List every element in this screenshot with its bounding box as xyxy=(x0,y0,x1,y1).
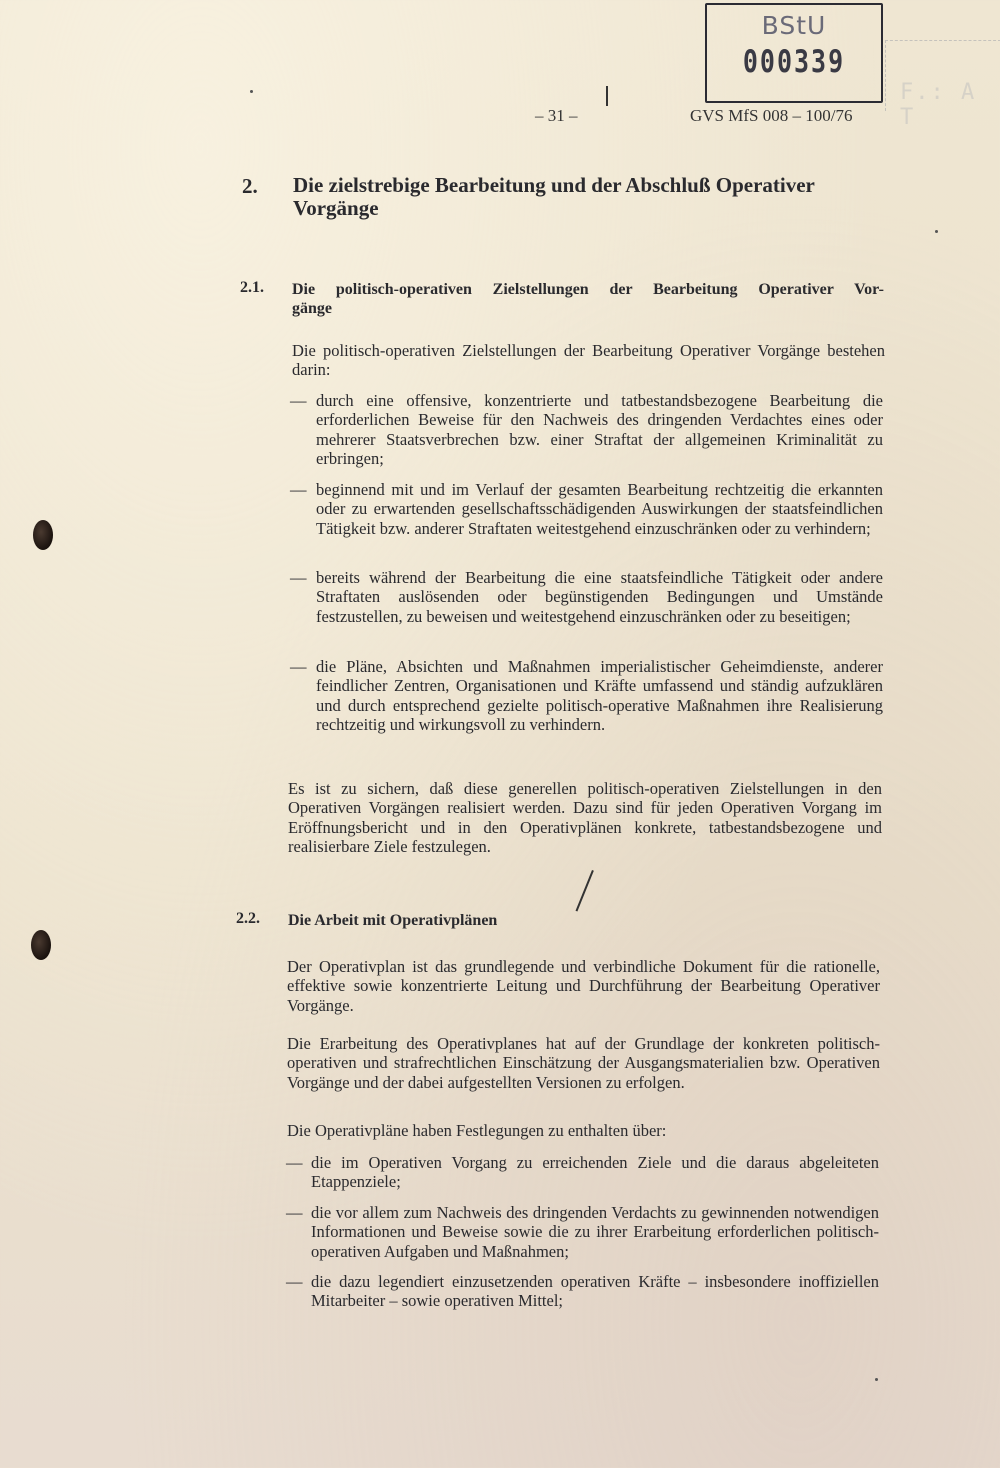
archive-stamp xyxy=(705,3,883,103)
section-2-1-number: 2.1. xyxy=(240,279,264,296)
section-2-number: 2. xyxy=(242,174,258,198)
page-number: – 31 – xyxy=(535,106,578,125)
punch-hole xyxy=(33,520,53,550)
section-2-title-line2: Vorgänge xyxy=(293,196,379,220)
bullet-dash: — xyxy=(290,480,307,499)
section-2-2-title: Die Arbeit mit Operativplänen xyxy=(288,912,498,929)
stamp-number: 000339 xyxy=(742,43,846,80)
section-2-1-intro: Die politisch-operativen Zielstellungen der Bearbeitung Operativer Vorgänge bestehen darin: xyxy=(292,341,885,380)
section-2-2-para-1: Der Operativplan ist das grundlegende und verbindliche Dokument für die rationelle, effektive sowie konzentrierte Leitung und Durchführung der Bearbeitung Operativer Vorgänge. xyxy=(287,957,880,1015)
bullet-dash: — xyxy=(286,1272,303,1291)
section-2-1-bullet-1: durch eine offensive, konzentrierte und tatbestandsbezogene Bearbeitung die erforderlichen Beweise für den Nachweis des dringenden Verdachtes eines oder mehrerer Staatsverbrechen bzw. einer Straftat der allgemeinen Kriminalität zu erbringen; xyxy=(316,391,883,468)
section-2-2-bullet-3: die dazu legendiert einzusetzenden operativen Kräfte – insbesondere inoffiziellen Mitarbeiter – sowie operativen Mittel; xyxy=(311,1272,879,1311)
section-2-1-bullet-3: bereits während der Bearbeitung die eine staatsfeindliche Tätigkeit oder andere Straftaten auslösenden oder begünstigenden Bedingungen und Umstände festzustellen, zu beweisen und weitestgehend einzuschränken oder zu beseitigen; xyxy=(316,568,883,626)
section-2-2-bullet-2: die vor allem zum Nachweis des dringenden Verdachts zu gewinnenden notwendigen Informationen und Beweise sowie die zu ihrer Erarbeitung erforderlichen politisch-operativen Aufgaben und Maßnahmen; xyxy=(311,1203,879,1261)
paper-speck xyxy=(875,1378,878,1381)
document-id: GVS MfS 008 – 100/76 xyxy=(690,106,853,125)
section-2-2-number: 2.2. xyxy=(236,910,260,927)
section-2-1-title xyxy=(292,280,884,318)
pen-tick-mark xyxy=(606,86,608,106)
bullet-dash: — xyxy=(290,568,307,587)
section-2-2-bullet-1: die im Operativen Vorgang zu erreichenden Ziele und die daraus abgeleiteten Etappenziele; xyxy=(311,1153,879,1192)
pen-stroke-mark xyxy=(576,870,594,911)
section-2-title-line1: Die zielstrebige Bearbeitung und der Abschluß Operativer xyxy=(293,173,815,197)
bullet-dash: — xyxy=(290,657,307,676)
section-2-title xyxy=(293,174,873,220)
section-2-1-title-line2: gänge xyxy=(292,300,332,317)
section-2-1-closing: Es ist zu sichern, daß diese generellen politisch-operativen Zielstellungen in den Operativen Vorgängen realisiert werden. Dazu sind für jeden Operativen Vorgang im Eröffnungsbericht und in den Operativplänen konkrete, tatbestandsbezogene und realisierbare Ziele festzulegen. xyxy=(288,779,882,856)
section-2-1-bullet-4: die Pläne, Absichten und Maßnahmen imperialistischer Geheimdienste, anderer feindlicher Zentren, Organisationen und Kräfte umfassend und ständig aufzuklären und durch entsprechend gezielte politisch-operative Maßnahmen ihre Realisierung rechtzeitig und wirkungsvoll zu verhindern. xyxy=(316,657,883,734)
bullet-dash: — xyxy=(286,1203,303,1222)
bullet-dash: — xyxy=(286,1153,303,1172)
bullet-dash: — xyxy=(290,391,307,410)
paper-speck xyxy=(250,90,253,93)
stamp-ghost-print: F.: A T xyxy=(900,80,977,130)
punch-hole xyxy=(31,930,51,960)
section-2-2-para-3: Die Operativpläne haben Festlegungen zu enthalten über: xyxy=(287,1121,667,1140)
paper-speck xyxy=(935,230,938,233)
section-2-1-title-line1: Die politisch-operativen Zielstellungen der Bearbeitung Operativer Vor- xyxy=(292,281,884,298)
section-2-2-para-2: Die Erarbeitung des Operativplanes hat auf der Grundlage der konkreten politisch-operativen und strafrechtlichen Einschätzung der Ausgangsmaterialien bzw. Operativen Vorgänge und der dabei aufgestellten Versionen zu erfolgen. xyxy=(287,1034,880,1092)
section-2-1-bullet-2: beginnend mit und im Verlauf der gesamten Bearbeitung rechtzeitig die erkannten oder zu erwartenden gesellschaftsschädigenden Auswirkungen der staatsfeindlichen Tätigkeit bzw. anderer Straftaten weitestgehend einzuschränken oder zu verhindern; xyxy=(316,480,883,538)
stamp-title: BStU xyxy=(761,11,827,40)
